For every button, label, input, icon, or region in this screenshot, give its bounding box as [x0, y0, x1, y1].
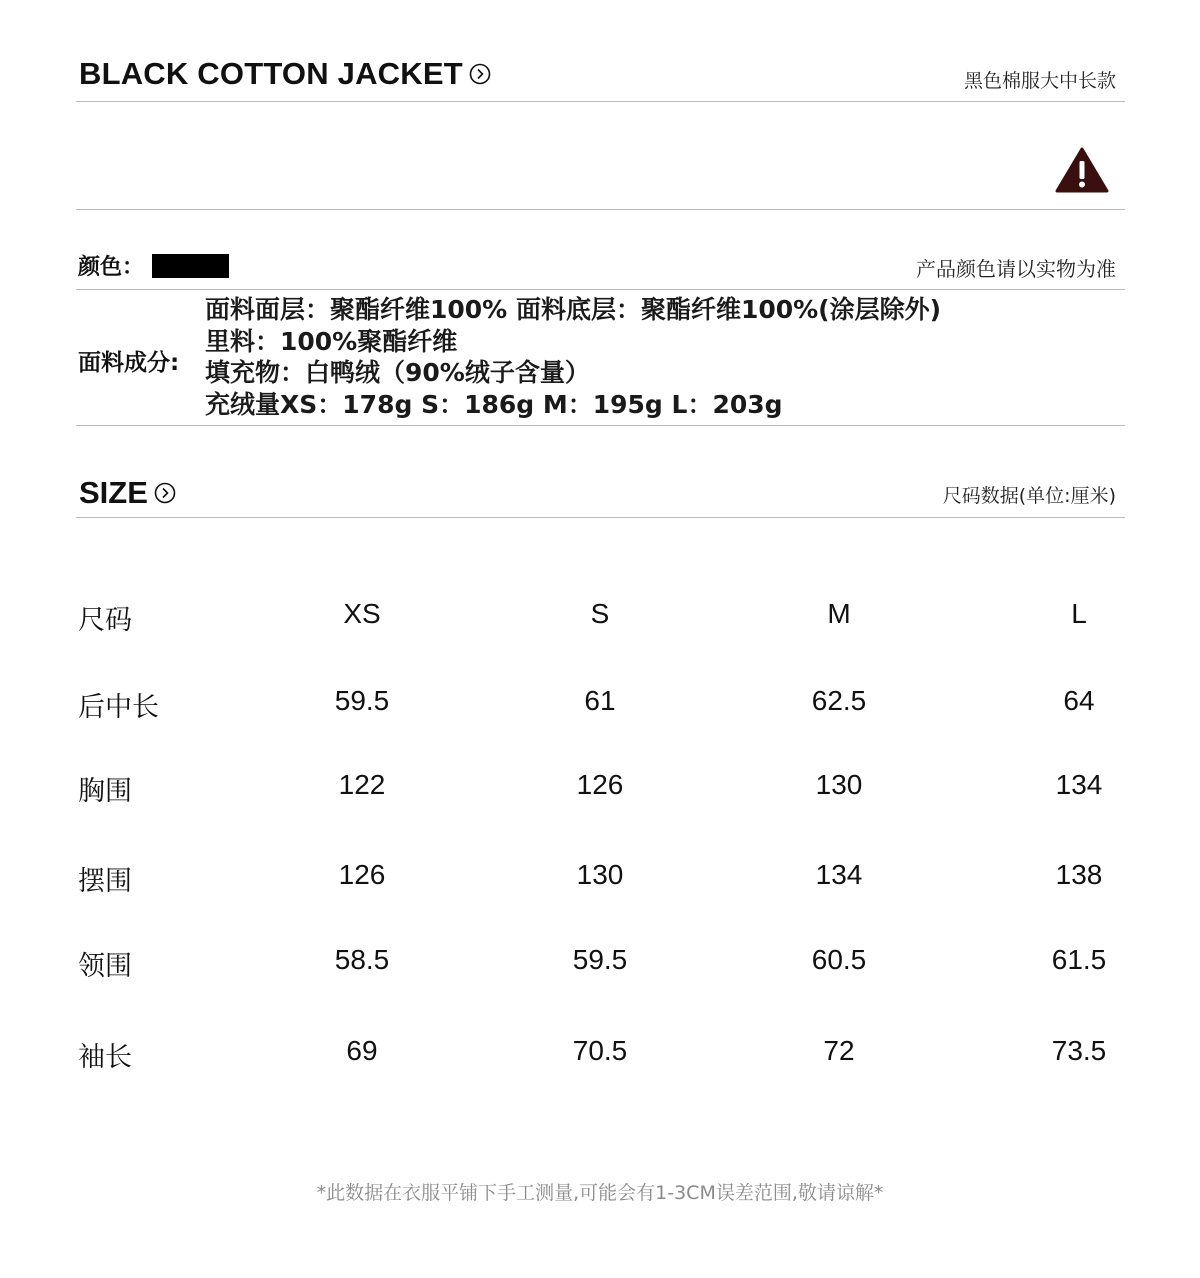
chevron-right-circle-icon — [154, 482, 176, 504]
chevron-right-circle-icon — [469, 63, 491, 85]
fabric-line: 充绒量XS：178g S：186g M：195g L：203g — [205, 389, 783, 419]
divider — [76, 425, 1125, 426]
divider — [76, 289, 1125, 290]
table-cell: 胸围 — [78, 776, 132, 807]
divider — [76, 209, 1125, 210]
color-swatch — [152, 254, 229, 278]
table-cell: 领围 — [78, 951, 132, 982]
color-note: 产品颜色请以实物为准 — [916, 257, 1116, 281]
title-text: BLACK COTTON JACKET — [79, 56, 463, 91]
fabric-line: 里料：100%聚酯纤维 — [205, 326, 458, 356]
size-section-title — [79, 475, 176, 511]
table-header-cell: 尺码 — [78, 605, 132, 636]
fabric-line: 填充物：白鸭绒（90%绒子含量） — [205, 358, 590, 387]
fabric-label: 面料成分: — [78, 350, 180, 376]
warning-triangle-icon — [1055, 146, 1109, 194]
page-title — [79, 56, 491, 92]
divider — [76, 517, 1125, 518]
color-label: 颜色： — [78, 255, 145, 280]
color-field — [78, 250, 229, 281]
table-row: 袖长 69 70.5 72 73.5 — [78, 1035, 1107, 1073]
fabric-line: 面料面层：聚酯纤维100% 面料底层：聚酯纤维100%(涂层除外) — [205, 295, 942, 324]
size-unit-note: 尺码数据(单位:厘米) — [942, 485, 1116, 507]
table-row: 胸围 122 126 130 134 — [78, 769, 1103, 807]
table-header-row: 尺码 XS S M L — [78, 598, 1087, 636]
table-cell: 袖长 — [78, 1042, 132, 1073]
table-row: 后中长 59.5 61 62.5 64 — [78, 685, 1095, 723]
product-name-cn: 黑色棉服大中长款 — [963, 70, 1116, 92]
table-cell: 摆围 — [78, 866, 132, 897]
size-title-text: SIZE — [79, 475, 148, 510]
fabric-details — [205, 294, 941, 420]
table-cell: 后中长 — [78, 692, 159, 723]
table-row: 摆围 126 130 134 138 — [78, 859, 1103, 897]
divider — [76, 101, 1125, 102]
table-row: 领围 58.5 59.5 60.5 61.5 — [78, 944, 1107, 982]
measurement-footnote: *此数据在衣服平铺下手工测量,可能会有1-3CM误差范围,敬请谅解* — [316, 1182, 884, 1204]
